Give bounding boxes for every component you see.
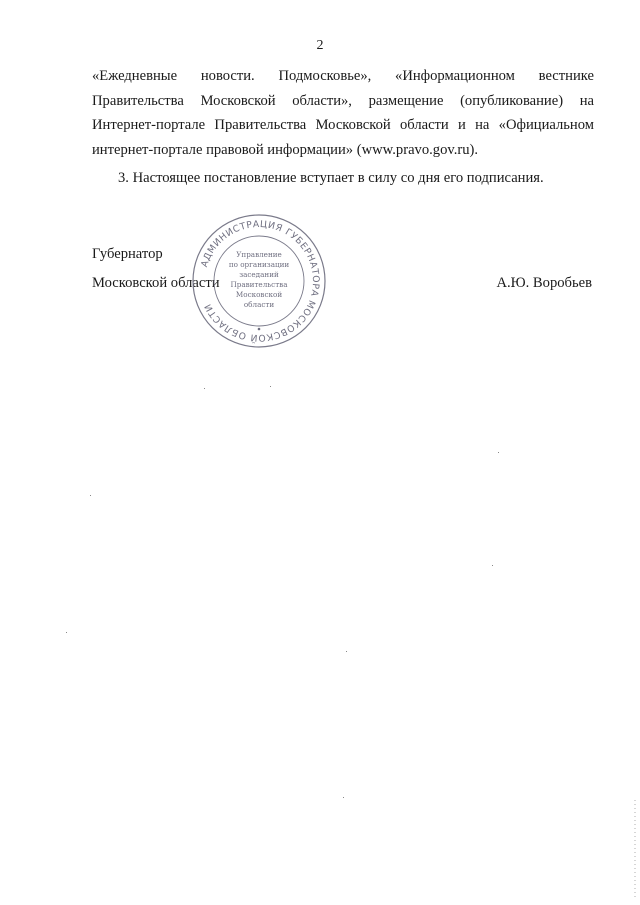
scan-speck (492, 565, 493, 566)
scan-speck (343, 797, 344, 798)
scan-edge-artifact (634, 800, 636, 900)
signature-title-line-2: Московской области (92, 275, 220, 291)
seal-inner-text (229, 250, 290, 309)
scan-speck (346, 651, 347, 652)
seal-inner-line: по организации (228, 260, 290, 269)
paragraph-publication: «Ежедневные новости. Подмосковье», «Информационном вестнике Правительства Московской области», размещение (опубликование) на Интернет-портале Правительства Московской области и на «Официальном интернет-портале правовой информации» (www.pravo.gov.ru). (92, 68, 594, 158)
seal-inner-line: Управление (236, 250, 282, 259)
scan-speck (204, 388, 205, 389)
official-seal-stamp (190, 212, 328, 350)
seal-inner-line: Правительства (230, 280, 288, 289)
seal-dot (258, 328, 261, 331)
scan-speck (90, 495, 91, 496)
seal-inner-line: Московской (235, 290, 283, 299)
scan-speck (498, 452, 499, 453)
body-text (92, 64, 594, 162)
page-number: 2 (316, 38, 324, 53)
scan-speck (66, 632, 67, 633)
signatory-name: А.Ю. Воробьев (496, 275, 592, 291)
paragraph-effective-date: 3. Настоящее постановление вступает в силу со дня его подписания. (118, 170, 544, 186)
signature-title-line-1: Губернатор (92, 246, 163, 262)
seal-inner-line: заседаний (239, 270, 279, 279)
scan-speck (270, 386, 271, 387)
seal-outer-text: АДМИНИСТРАЦИЯ ГУБЕРНАТОРА МОСКОВСКОЙ ОБЛАСТИ (198, 218, 322, 344)
seal-inner-line: области (243, 300, 275, 309)
